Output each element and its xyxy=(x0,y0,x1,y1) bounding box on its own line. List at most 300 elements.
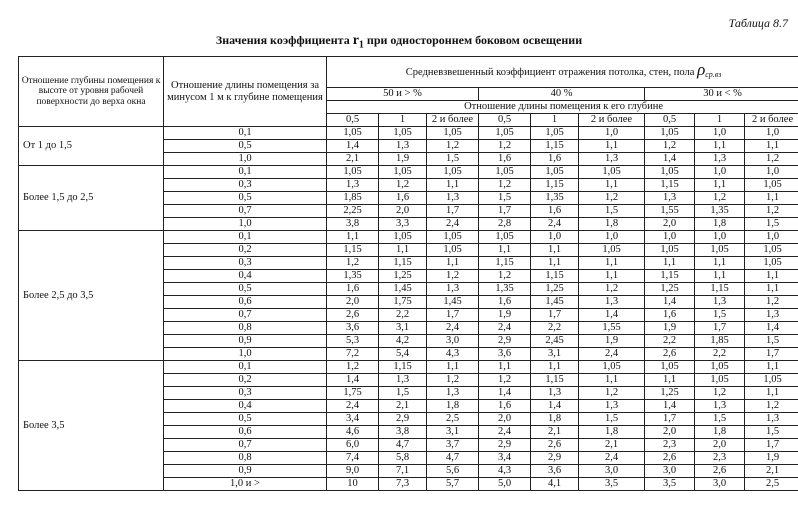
coefficient-cell: 1,1 xyxy=(579,257,645,270)
coefficient-table xyxy=(18,56,798,491)
coefficient-cell: 1,1 xyxy=(695,257,745,270)
coefficient-cell: 1,05 xyxy=(745,179,798,192)
length-ratio-cell: 0,7 xyxy=(164,309,327,322)
coefficient-cell: 1,0 xyxy=(579,127,645,140)
length-ratio-cell: 0,5 xyxy=(164,283,327,296)
coefficient-cell: 2,1 xyxy=(531,426,579,439)
coefficient-cell: 1,1 xyxy=(479,244,531,257)
coefficient-cell: 1,1 xyxy=(427,361,479,374)
coefficient-cell: 1,8 xyxy=(579,218,645,231)
coefficient-cell: 3,0 xyxy=(695,478,745,491)
coefficient-cell: 1,5 xyxy=(579,413,645,426)
coefficient-cell: 1,5 xyxy=(427,153,479,166)
table-row xyxy=(19,127,798,140)
coefficient-cell: 1,05 xyxy=(327,127,379,140)
coefficient-cell: 3,8 xyxy=(379,426,427,439)
coefficient-cell: 1,0 xyxy=(695,127,745,140)
coefficient-cell: 1,2 xyxy=(427,374,479,387)
coefficient-cell: 1,15 xyxy=(645,270,695,283)
coefficient-cell: 2,2 xyxy=(531,322,579,335)
coefficient-cell: 1,25 xyxy=(645,283,695,296)
coefficient-cell: 1,7 xyxy=(427,205,479,218)
table-number: Таблица 8.7 xyxy=(728,16,788,30)
coefficient-cell: 1,2 xyxy=(645,140,695,153)
table-row xyxy=(19,166,798,179)
coefficient-cell: 2,4 xyxy=(427,218,479,231)
coefficient-cell: 1,25 xyxy=(645,387,695,400)
coefficient-cell: 1,15 xyxy=(479,257,531,270)
coefficient-cell: 1,2 xyxy=(745,153,798,166)
ratio-header-cell: 0,5 xyxy=(645,114,695,127)
coefficient-cell: 1,05 xyxy=(327,166,379,179)
depth-group-label: Более 1,5 до 2,5 xyxy=(19,166,164,231)
coefficient-cell: 1,0 xyxy=(695,166,745,179)
length-ratio-cell: 1,0 xyxy=(164,218,327,231)
coefficient-cell: 1,2 xyxy=(745,205,798,218)
coefficient-cell: 1,2 xyxy=(379,179,427,192)
coefficient-cell: 1,3 xyxy=(745,413,798,426)
coefficient-cell: 1,4 xyxy=(745,322,798,335)
coefficient-cell: 1,3 xyxy=(427,283,479,296)
coefficient-cell: 1,05 xyxy=(427,231,479,244)
reflectance-group-header: 40 % xyxy=(479,88,645,101)
coefficient-cell: 1,1 xyxy=(531,361,579,374)
coefficient-cell: 4,3 xyxy=(479,465,531,478)
coefficient-cell: 1,05 xyxy=(479,166,531,179)
length-ratio-cell: 0,8 xyxy=(164,452,327,465)
coefficient-cell: 3,4 xyxy=(479,452,531,465)
coefficient-cell: 2,1 xyxy=(379,400,427,413)
coefficient-cell: 1,1 xyxy=(745,192,798,205)
coefficient-cell: 1,25 xyxy=(379,270,427,283)
coefficient-cell: 2,9 xyxy=(479,439,531,452)
coefficient-cell: 2,6 xyxy=(531,439,579,452)
length-ratio-cell: 0,3 xyxy=(164,179,327,192)
ratio-header-cell: 1 xyxy=(379,114,427,127)
length-ratio-cell: 1,0 и > xyxy=(164,478,327,491)
coefficient-cell: 1,1 xyxy=(745,140,798,153)
coefficient-cell: 1,35 xyxy=(327,270,379,283)
coefficient-cell: 1,1 xyxy=(745,283,798,296)
coefficient-cell: 1,2 xyxy=(427,140,479,153)
coefficient-cell: 1,1 xyxy=(327,231,379,244)
coefficient-cell: 1,05 xyxy=(479,231,531,244)
caption-text-end: при одностороннем боковом освещении xyxy=(363,33,583,47)
coefficient-cell: 1,05 xyxy=(379,166,427,179)
coefficient-cell: 4,6 xyxy=(327,426,379,439)
coefficient-cell: 2,1 xyxy=(745,465,798,478)
coefficient-cell: 1,05 xyxy=(479,127,531,140)
coefficient-cell: 1,8 xyxy=(427,400,479,413)
coefficient-cell: 7,1 xyxy=(379,465,427,478)
reflectance-label: Средневзвешенный коэффициент отражения потолка, стен, пола xyxy=(405,66,698,78)
coefficient-cell: 1,1 xyxy=(745,270,798,283)
length-ratio-cell: 0,4 xyxy=(164,400,327,413)
coefficient-cell: 1,0 xyxy=(695,231,745,244)
depth-group-label: От 1 до 1,5 xyxy=(19,127,164,166)
coefficient-cell: 1,2 xyxy=(579,192,645,205)
length-ratio-cell: 0,8 xyxy=(164,322,327,335)
coefficient-cell: 1,05 xyxy=(745,244,798,257)
length-ratio-cell: 0,1 xyxy=(164,231,327,244)
length-ratio-cell: 0,1 xyxy=(164,361,327,374)
coefficient-cell: 1,05 xyxy=(427,127,479,140)
coefficient-cell: 3,7 xyxy=(427,439,479,452)
coefficient-cell: 1,45 xyxy=(427,296,479,309)
coefficient-cell: 2,45 xyxy=(531,335,579,348)
coefficient-cell: 2,0 xyxy=(479,413,531,426)
coefficient-cell: 3,0 xyxy=(579,465,645,478)
coefficient-cell: 1,1 xyxy=(695,270,745,283)
coefficient-cell: 1,6 xyxy=(645,309,695,322)
coefficient-cell: 1,1 xyxy=(645,257,695,270)
coefficient-cell: 1,8 xyxy=(695,218,745,231)
coefficient-cell: 2,0 xyxy=(645,218,695,231)
length-ratio-cell: 0,9 xyxy=(164,335,327,348)
coefficient-cell: 1,1 xyxy=(695,179,745,192)
coefficient-cell: 3,0 xyxy=(427,335,479,348)
coefficient-cell: 1,35 xyxy=(531,192,579,205)
length-ratio-cell: 0,6 xyxy=(164,296,327,309)
coefficient-cell: 1,3 xyxy=(579,296,645,309)
coefficient-cell: 10 xyxy=(327,478,379,491)
coefficient-cell: 4,3 xyxy=(427,348,479,361)
coefficient-cell: 1,75 xyxy=(327,387,379,400)
coefficient-cell: 5,3 xyxy=(327,335,379,348)
coefficient-cell: 1,5 xyxy=(379,387,427,400)
coefficient-cell: 1,05 xyxy=(379,231,427,244)
coefficient-cell: 1,15 xyxy=(531,179,579,192)
depth-group-label: Более 2,5 до 3,5 xyxy=(19,231,164,361)
ratio-header-cell: 0,5 xyxy=(479,114,531,127)
coefficient-cell: 1,05 xyxy=(579,166,645,179)
coefficient-cell: 2,2 xyxy=(645,335,695,348)
coefficient-cell: 1,1 xyxy=(427,257,479,270)
length-ratio-cell: 0,7 xyxy=(164,205,327,218)
coefficient-cell: 1,6 xyxy=(479,296,531,309)
reflectance-group-header: 50 и > % xyxy=(327,88,479,101)
coefficient-cell: 1,8 xyxy=(531,413,579,426)
ratio-header-cell: 1 xyxy=(531,114,579,127)
coefficient-cell: 1,05 xyxy=(645,361,695,374)
coefficient-cell: 1,5 xyxy=(745,335,798,348)
coefficient-cell: 3,6 xyxy=(531,465,579,478)
coefficient-cell: 1,05 xyxy=(695,244,745,257)
coefficient-cell: 1,1 xyxy=(579,270,645,283)
length-ratio-cell: 0,2 xyxy=(164,374,327,387)
coefficient-cell: 1,05 xyxy=(427,166,479,179)
coefficient-cell: 1,2 xyxy=(579,387,645,400)
coefficient-cell: 1,3 xyxy=(579,400,645,413)
coefficient-cell: 5,0 xyxy=(479,478,531,491)
coefficient-cell: 2,5 xyxy=(745,478,798,491)
coefficient-cell: 6,0 xyxy=(327,439,379,452)
coefficient-cell: 2,4 xyxy=(479,426,531,439)
coefficient-cell: 2,3 xyxy=(695,452,745,465)
coefficient-cell: 1,5 xyxy=(579,205,645,218)
coefficient-cell: 7,3 xyxy=(379,478,427,491)
coefficient-cell: 1,2 xyxy=(695,192,745,205)
coefficient-cell: 1,4 xyxy=(645,400,695,413)
coefficient-cell: 2,6 xyxy=(645,452,695,465)
coefficient-cell: 1,5 xyxy=(695,413,745,426)
coefficient-cell: 2,9 xyxy=(531,452,579,465)
depth-group-label: Более 3,5 xyxy=(19,361,164,491)
coefficient-cell: 1,85 xyxy=(327,192,379,205)
coefficient-cell: 1,15 xyxy=(531,270,579,283)
coefficient-cell: 1,15 xyxy=(327,244,379,257)
coefficient-cell: 1,3 xyxy=(645,192,695,205)
coefficient-cell: 1,9 xyxy=(745,452,798,465)
coefficient-cell: 1,9 xyxy=(479,309,531,322)
coefficient-cell: 1,6 xyxy=(479,400,531,413)
coefficient-cell: 1,05 xyxy=(695,361,745,374)
coefficient-cell: 1,2 xyxy=(579,283,645,296)
coefficient-cell: 1,5 xyxy=(695,309,745,322)
length-ratio-cell: 0,7 xyxy=(164,439,327,452)
coefficient-cell: 1,15 xyxy=(379,257,427,270)
length-depth-subheader: Отношение длины помещения к его глубине xyxy=(327,101,798,114)
coefficient-cell: 1,4 xyxy=(579,309,645,322)
coefficient-cell: 2,5 xyxy=(427,413,479,426)
coefficient-cell: 1,3 xyxy=(531,387,579,400)
coefficient-cell: 2,4 xyxy=(531,218,579,231)
coefficient-cell: 1,2 xyxy=(745,400,798,413)
coefficient-cell: 1,3 xyxy=(427,192,479,205)
coefficient-cell: 1,3 xyxy=(695,296,745,309)
coefficient-cell: 1,3 xyxy=(695,153,745,166)
coefficient-cell: 5,7 xyxy=(427,478,479,491)
coefficient-cell: 9,0 xyxy=(327,465,379,478)
coefficient-cell: 4,7 xyxy=(379,439,427,452)
coefficient-cell: 1,4 xyxy=(531,400,579,413)
coefficient-cell: 1,1 xyxy=(579,374,645,387)
coefficient-cell: 2,0 xyxy=(645,426,695,439)
ratio-header-cell: 2 и более xyxy=(745,114,798,127)
coefficient-cell: 1,3 xyxy=(745,309,798,322)
coefficient-cell: 3,3 xyxy=(379,218,427,231)
coefficient-cell: 1,05 xyxy=(745,374,798,387)
coefficient-cell: 2,0 xyxy=(695,439,745,452)
coefficient-cell: 1,1 xyxy=(531,244,579,257)
coefficient-cell: 1,8 xyxy=(695,426,745,439)
coefficient-cell: 1,7 xyxy=(479,205,531,218)
coefficient-cell: 1,0 xyxy=(745,127,798,140)
coefficient-cell: 1,05 xyxy=(531,166,579,179)
caption-symbol: r xyxy=(352,33,359,48)
coefficient-cell: 7,4 xyxy=(327,452,379,465)
coefficient-cell: 1,6 xyxy=(531,153,579,166)
coefficient-cell: 1,45 xyxy=(379,283,427,296)
coefficient-cell: 2,4 xyxy=(327,400,379,413)
coefficient-cell: 2,0 xyxy=(379,205,427,218)
length-ratio-cell: 0,4 xyxy=(164,270,327,283)
coefficient-cell: 3,6 xyxy=(327,322,379,335)
coefficient-cell: 2,2 xyxy=(695,348,745,361)
coefficient-cell: 2,4 xyxy=(427,322,479,335)
coefficient-cell: 3,1 xyxy=(379,322,427,335)
length-ratio-cell: 0,9 xyxy=(164,465,327,478)
coefficient-cell: 1,85 xyxy=(695,335,745,348)
coefficient-cell: 1,0 xyxy=(645,231,695,244)
length-ratio-cell: 0,5 xyxy=(164,413,327,426)
length-ratio-cell: 0,5 xyxy=(164,192,327,205)
coefficient-cell: 1,0 xyxy=(745,231,798,244)
coefficient-cell: 1,25 xyxy=(531,283,579,296)
table-row xyxy=(19,231,798,244)
coefficient-cell: 1,7 xyxy=(695,322,745,335)
coefficient-cell: 1,3 xyxy=(695,400,745,413)
coefficient-cell: 1,0 xyxy=(531,231,579,244)
coefficient-cell: 1,1 xyxy=(427,179,479,192)
coefficient-cell: 2,6 xyxy=(645,348,695,361)
coefficient-cell: 1,45 xyxy=(531,296,579,309)
coefficient-cell: 1,7 xyxy=(531,309,579,322)
coefficient-cell: 1,6 xyxy=(379,192,427,205)
coefficient-cell: 3,8 xyxy=(327,218,379,231)
reflectance-group-header: 30 и < % xyxy=(645,88,798,101)
coefficient-cell: 1,9 xyxy=(379,153,427,166)
coefficient-cell: 1,15 xyxy=(531,374,579,387)
coefficient-cell: 1,4 xyxy=(645,153,695,166)
coefficient-cell: 1,05 xyxy=(745,257,798,270)
ratio-header-cell: 2 и более xyxy=(579,114,645,127)
coefficient-cell: 1,6 xyxy=(479,153,531,166)
coefficient-cell: 1,4 xyxy=(645,296,695,309)
coefficient-cell: 3,1 xyxy=(531,348,579,361)
coefficient-cell: 1,2 xyxy=(479,140,531,153)
coefficient-cell: 2,9 xyxy=(379,413,427,426)
coefficient-cell: 1,2 xyxy=(479,270,531,283)
coefficient-cell: 1,1 xyxy=(479,361,531,374)
coefficient-cell: 1,3 xyxy=(327,179,379,192)
coefficient-cell: 3,4 xyxy=(327,413,379,426)
coefficient-cell: 1,15 xyxy=(379,361,427,374)
length-ratio-cell: 0,3 xyxy=(164,257,327,270)
coefficient-cell: 1,1 xyxy=(745,387,798,400)
coefficient-cell: 3,0 xyxy=(645,465,695,478)
coefficient-cell: 1,05 xyxy=(531,127,579,140)
coefficient-cell: 1,4 xyxy=(479,387,531,400)
coefficient-cell: 1,5 xyxy=(745,426,798,439)
length-ratio-cell: 0,2 xyxy=(164,244,327,257)
coefficient-cell: 1,1 xyxy=(695,140,745,153)
coefficient-cell: 1,2 xyxy=(479,179,531,192)
coefficient-cell: 1,05 xyxy=(645,127,695,140)
coefficient-cell: 1,75 xyxy=(379,296,427,309)
coefficient-cell: 2,0 xyxy=(327,296,379,309)
coefficient-cell: 1,3 xyxy=(379,374,427,387)
reflectance-header xyxy=(327,57,798,88)
coefficient-cell: 2,1 xyxy=(327,153,379,166)
length-ratio-cell: 0,1 xyxy=(164,127,327,140)
coefficient-cell: 1,35 xyxy=(479,283,531,296)
coefficient-cell: 1,7 xyxy=(745,439,798,452)
coefficient-cell: 1,5 xyxy=(479,192,531,205)
coefficient-cell: 1,3 xyxy=(427,387,479,400)
coefficient-cell: 1,9 xyxy=(645,322,695,335)
coefficient-cell: 1,2 xyxy=(479,374,531,387)
coefficient-cell: 1,05 xyxy=(695,374,745,387)
caption-subscript: 1 xyxy=(358,39,364,51)
coefficient-cell: 1,2 xyxy=(427,270,479,283)
coefficient-cell: 4,7 xyxy=(427,452,479,465)
coefficient-cell: 1,9 xyxy=(579,335,645,348)
coefficient-cell: 1,6 xyxy=(327,283,379,296)
table-caption xyxy=(0,33,798,50)
coefficient-cell: 1,5 xyxy=(745,218,798,231)
coefficient-cell: 1,0 xyxy=(579,231,645,244)
length-ratio-cell: 0,1 xyxy=(164,166,327,179)
rho-subscript: ср.вз xyxy=(705,69,722,79)
length-ratio-header: Отношение длины помещения за минусом 1 м к глубине помещения xyxy=(164,57,327,127)
coefficient-cell: 2,8 xyxy=(479,218,531,231)
length-ratio-cell: 1,0 xyxy=(164,348,327,361)
coefficient-cell: 1,0 xyxy=(745,166,798,179)
coefficient-cell: 5,6 xyxy=(427,465,479,478)
caption-text: Значения коэффициента xyxy=(215,33,353,47)
length-ratio-cell: 0,5 xyxy=(164,140,327,153)
coefficient-cell: 3,5 xyxy=(579,478,645,491)
coefficient-cell: 1,05 xyxy=(379,127,427,140)
depth-ratio-header: Отношение глубины помещения к высоте от уровня рабочей поверхности до верха окна xyxy=(19,57,164,127)
coefficient-cell: 1,05 xyxy=(645,166,695,179)
coefficient-cell: 2,9 xyxy=(479,335,531,348)
coefficient-cell: 2,25 xyxy=(327,205,379,218)
coefficient-cell: 2,4 xyxy=(579,348,645,361)
coefficient-cell: 1,3 xyxy=(379,140,427,153)
ratio-header-cell: 2 и более xyxy=(427,114,479,127)
coefficient-cell: 2,1 xyxy=(579,439,645,452)
coefficient-cell: 7,2 xyxy=(327,348,379,361)
coefficient-cell: 2,4 xyxy=(579,452,645,465)
coefficient-cell: 1,7 xyxy=(645,413,695,426)
coefficient-cell: 3,6 xyxy=(479,348,531,361)
coefficient-cell: 1,35 xyxy=(695,205,745,218)
coefficient-cell: 1,8 xyxy=(579,426,645,439)
coefficient-cell: 1,1 xyxy=(645,374,695,387)
ratio-header-cell: 0,5 xyxy=(327,114,379,127)
coefficient-cell: 1,2 xyxy=(695,387,745,400)
coefficient-cell: 1,3 xyxy=(579,153,645,166)
table-body xyxy=(19,127,798,491)
coefficient-cell: 1,2 xyxy=(327,361,379,374)
coefficient-cell: 2,3 xyxy=(645,439,695,452)
coefficient-cell: 5,4 xyxy=(379,348,427,361)
table-row xyxy=(19,361,798,374)
length-ratio-cell: 1,0 xyxy=(164,153,327,166)
length-ratio-cell: 0,6 xyxy=(164,426,327,439)
coefficient-cell: 2,4 xyxy=(479,322,531,335)
coefficient-cell: 1,15 xyxy=(645,179,695,192)
rho-symbol: ρ xyxy=(697,59,706,79)
coefficient-cell: 1,7 xyxy=(745,348,798,361)
coefficient-cell: 1,05 xyxy=(579,361,645,374)
coefficient-cell: 4,1 xyxy=(531,478,579,491)
length-ratio-cell: 0,3 xyxy=(164,387,327,400)
coefficient-cell: 1,7 xyxy=(427,309,479,322)
coefficient-cell: 1,1 xyxy=(579,179,645,192)
coefficient-cell: 1,1 xyxy=(379,244,427,257)
coefficient-cell: 1,1 xyxy=(745,361,798,374)
coefficient-cell: 1,15 xyxy=(695,283,745,296)
coefficient-cell: 1,2 xyxy=(327,257,379,270)
coefficient-cell: 5,8 xyxy=(379,452,427,465)
coefficient-cell: 1,4 xyxy=(327,374,379,387)
coefficient-cell: 1,55 xyxy=(645,205,695,218)
coefficient-cell: 1,1 xyxy=(579,140,645,153)
coefficient-cell: 1,15 xyxy=(531,140,579,153)
